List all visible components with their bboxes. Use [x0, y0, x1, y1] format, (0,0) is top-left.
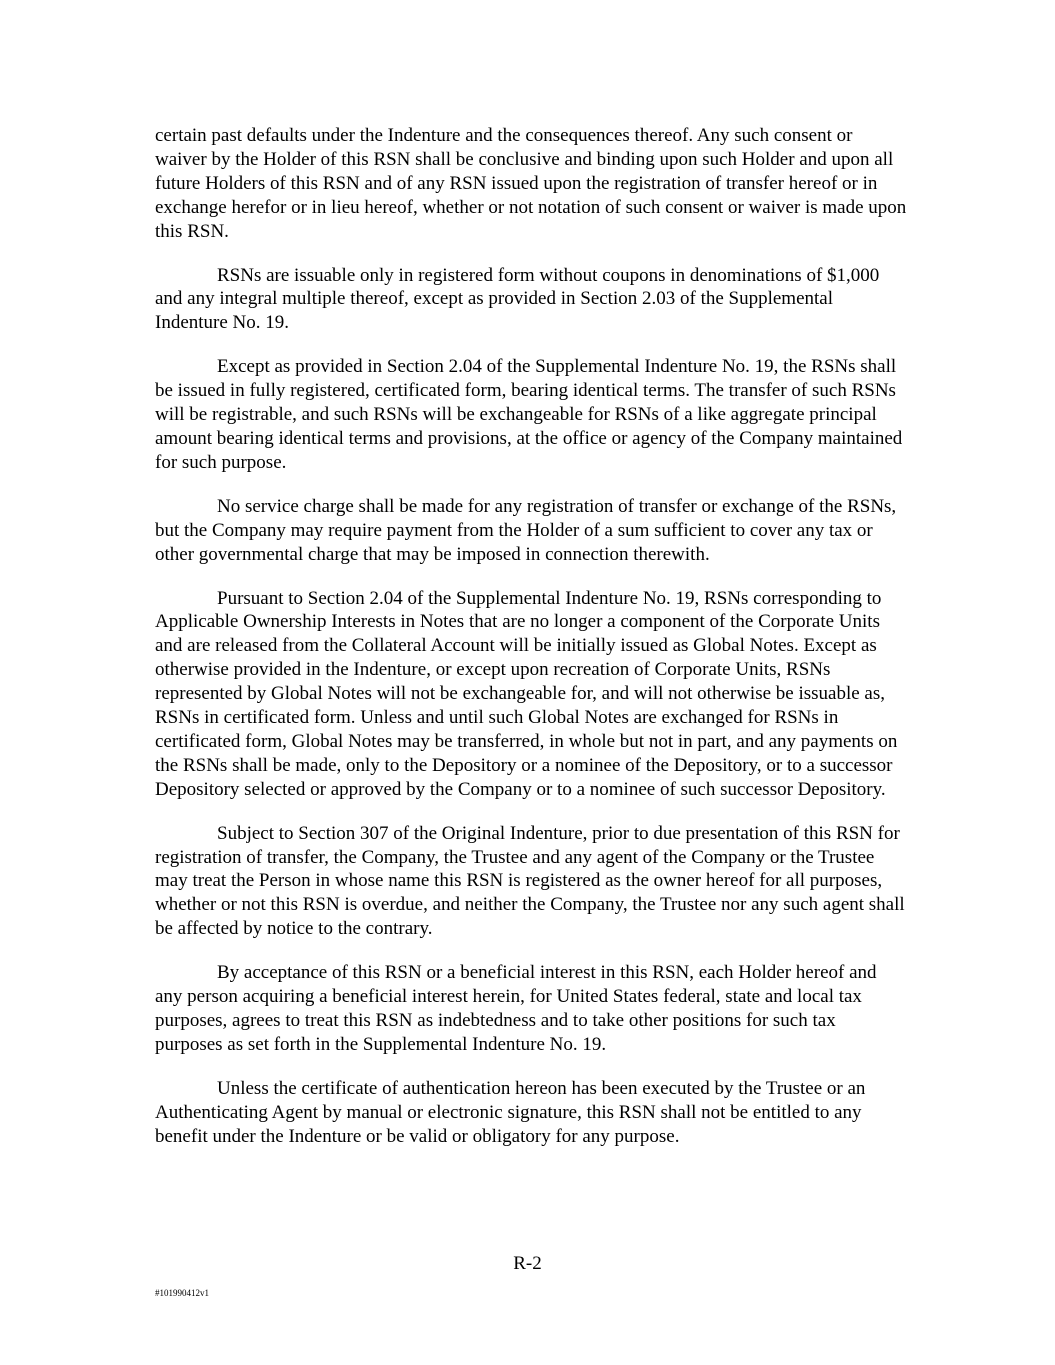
paragraph-service-charge: No service charge shall be made for any registration of transfer or exchange of the RSNs, but the Company may require payment from the Holder of a sum sufficient to cover any tax or other governmental charge that may be imposed in connection therewith. — [155, 495, 897, 565]
paragraph-owner-treatment: Subject to Section 307 of the Original Indenture, prior to due presentation of this RSN for registration of transfer, the Company, the Trustee and any agent of the Company or the Trustee may treat the Person in whose name this RSN is registered as the owner hereof for all purposes, whether or not this RSN is overdue, and neither the Company, the Trustee nor any such agent shall be affected by notice to the contrary. — [155, 822, 905, 940]
paragraph-denominations: RSNs are issuable only in registered form without coupons in denominations of $1,000 and any integral multiple thereof, except as provided in Section 2.03 of the Supplemental Indenture No. 19. — [155, 264, 880, 334]
paragraph-continuation: certain past defaults under the Indenture and the consequences thereof. Any such consent or waiver by the Holder of this RSN shall be conclusive and binding upon such Holder and upon all future Holders of this RSN and of any RSN issued upon the registration of transfer hereof or in exchange herefor or in lieu hereof, whether or not notation of such consent or waiver is made upon this RSN. — [155, 125, 907, 242]
paragraph-registered-form: Except as provided in Section 2.04 of the Supplemental Indenture No. 19, the RSNs shall be issued in fully registered, certificated form, bearing identical terms. The transfer of such RSNs will be registrable, and such RSNs will be exchangeable for RSNs of a like aggregate principal amount bearing identical terms and provisions, at the office or agency of the Company maintained for such purpose. — [155, 356, 903, 473]
paragraph-tax-treatment: By acceptance of this RSN or a beneficial interest in this RSN, each Holder hereof and any person acquiring a beneficial interest herein, for United States federal, state and local tax purposes, agrees to treat this RSN as indebtedness and to take other positions for such tax purposes as set forth in the Supplemental Indenture No. 19. — [155, 962, 877, 1055]
document-body — [155, 124, 907, 1169]
page-number: R-2 — [513, 1253, 542, 1274]
document-id: #101990412v1 — [155, 1288, 209, 1298]
paragraph-authentication: Unless the certificate of authentication hereon has been executed by the Trustee or an Authenticating Agent by manual or electronic signature, this RSN shall not be entitled to any benefit under the Indenture or be valid or obligatory for any purpose. — [155, 1077, 866, 1147]
paragraph-global-notes: Pursuant to Section 2.04 of the Supplemental Indenture No. 19, RSNs corresponding to Applicable Ownership Interests in Notes that are no longer a component of the Corporate Units and are released from the Collateral Account will be initially issued as Global Notes. Except as otherwise provided in the Indenture, or except upon recreation of Corporate Units, RSNs represented by Global Notes will not be exchangeable for, and will not otherwise be issuable as, RSNs in certificated form. Unless and until such Global Notes are exchanged for RSNs in certificated form, Global Notes may be transferred, in whole but not in part, and any payments on the RSNs shall be made, only to the Depository or a nominee of the Depository, or to a successor Depository selected or approved by the Company or to a nominee of such successor Depository. — [155, 587, 898, 800]
